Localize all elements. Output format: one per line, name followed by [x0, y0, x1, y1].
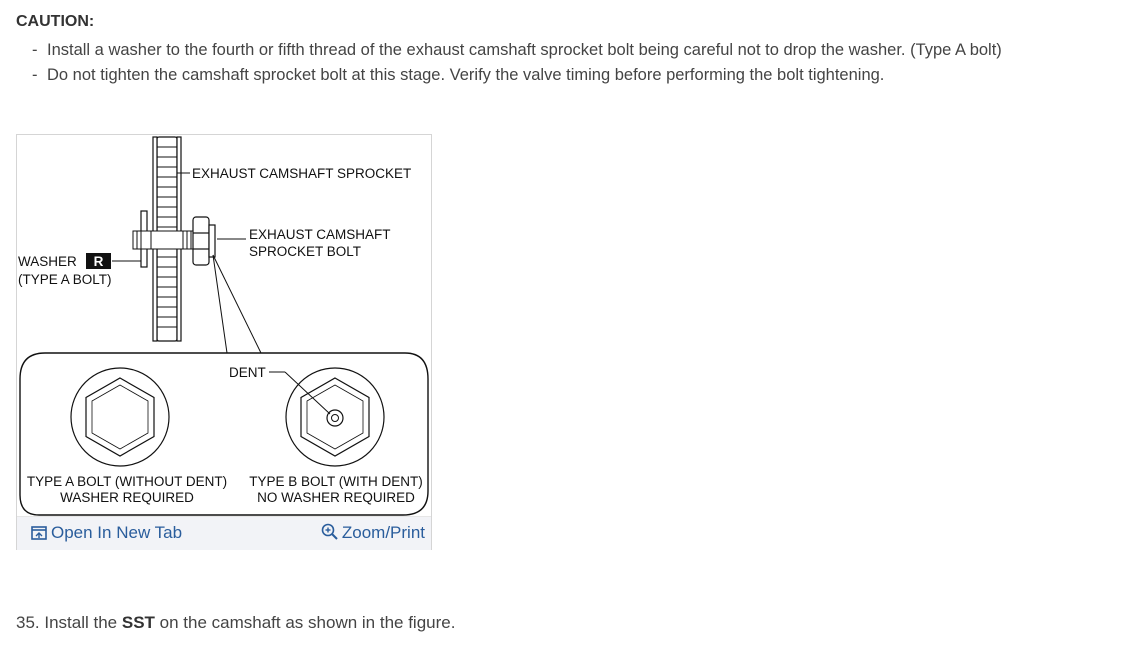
- step-text-after: on the camshaft as shown in the figure.: [159, 613, 456, 632]
- bullet-dash: -: [32, 66, 38, 84]
- label-type-b-line2: NO WASHER REQUIRED: [257, 490, 415, 505]
- zoom-print-label: Zoom/Print: [341, 523, 425, 542]
- step-instruction: [16, 613, 455, 633]
- label-dent: DENT: [229, 365, 266, 380]
- camshaft-sprocket-diagram: [17, 135, 431, 517]
- label-type-a-line2: WASHER REQUIRED: [60, 490, 194, 505]
- caution-item-text: Do not tighten the camshaft sprocket bolt at this stage. Verify the valve timing before performing the bolt tightening.: [47, 66, 885, 84]
- type-a-bolt-shape: [71, 368, 169, 466]
- caution-item: [32, 38, 1002, 63]
- step-bold-term: SST: [121, 613, 155, 632]
- label-washer-sub: (TYPE A BOLT): [18, 272, 112, 287]
- label-washer: WASHER: [18, 254, 77, 269]
- step-text-before: Install the: [44, 613, 118, 632]
- washer-badge-letter: R: [93, 254, 104, 269]
- bolt-head: [193, 217, 215, 265]
- figure-container: [16, 134, 432, 550]
- label-sprocket: EXHAUST CAMSHAFT SPROCKET: [192, 166, 412, 181]
- open-in-new-tab-label: Open In New Tab: [51, 523, 183, 542]
- figure-footer: [17, 516, 431, 550]
- bolt-shaft: [133, 231, 195, 249]
- label-bolt-line1: EXHAUST CAMSHAFT: [249, 227, 391, 242]
- caution-item: [32, 63, 1002, 88]
- label-type-a-line1: TYPE A BOLT (WITHOUT DENT): [26, 474, 228, 489]
- zoom-print-link[interactable]: [321, 523, 425, 543]
- step-number: 35.: [16, 613, 40, 632]
- caution-title: CAUTION:: [16, 13, 95, 30]
- caution-item-text: Install a washer to the fourth or fifth thread of the exhaust camshaft sprocket bolt being careful not to drop the washer. (Type A bolt): [47, 41, 1002, 59]
- caution-list: [32, 38, 1002, 88]
- bullet-dash: -: [32, 41, 38, 59]
- open-new-tab-icon: [31, 526, 47, 540]
- label-bolt-line2: SPROCKET BOLT: [249, 244, 362, 259]
- open-in-new-tab-link[interactable]: [31, 523, 182, 543]
- label-type-b-line1: TYPE B BOLT (WITH DENT): [249, 474, 423, 489]
- zoom-in-icon: [321, 523, 338, 540]
- type-b-bolt-shape: [286, 368, 384, 466]
